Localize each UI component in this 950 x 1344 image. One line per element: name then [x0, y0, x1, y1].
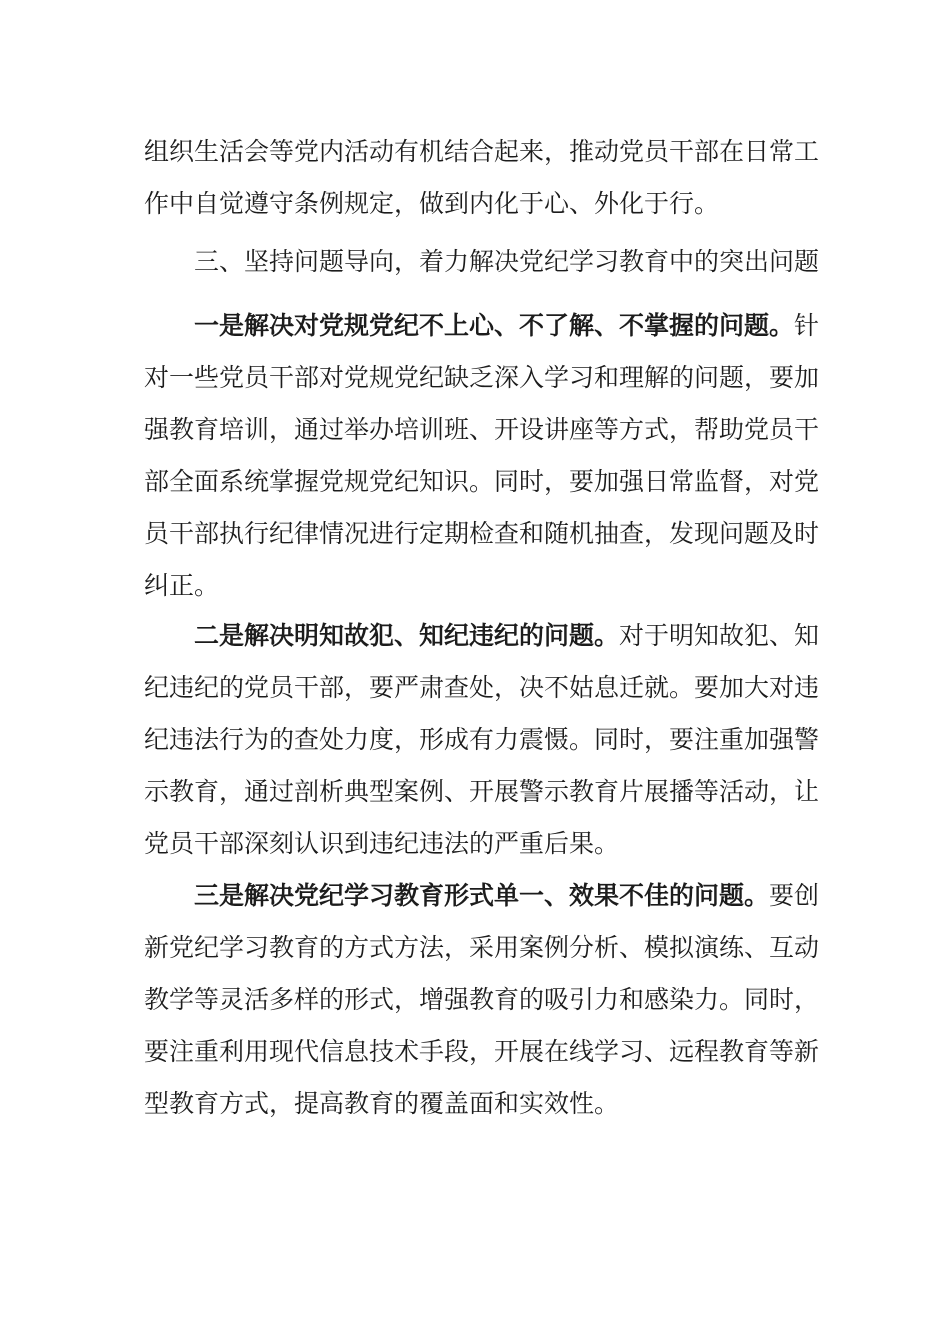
text-line: 纪违纪的党员干部，要严肃查处，决不姑息迁就。要加大对违 — [144, 673, 820, 702]
text-line: 纪违法行为的查处力度，形成有力震慑。同时，要注重加强警 — [144, 725, 820, 754]
paragraph-lead-rest: 要创 — [769, 881, 820, 910]
paragraph-one — [144, 300, 820, 612]
text-line: 示教育，通过剖析典型案例、开展警示教育片展播等活动，让 — [144, 777, 820, 806]
paragraph-lead-rest: 对于明知故犯、知 — [619, 621, 820, 650]
paragraph-lead-line — [144, 300, 820, 352]
text-line: 新党纪学习教育的方式方法，采用案例分析、模拟演练、互动 — [144, 933, 820, 962]
paragraph-lead-bold: 二是解决明知故犯、知纪违纪的问题。 — [194, 621, 620, 650]
paragraph-continuation — [144, 126, 820, 230]
text-line: 型教育方式，提高教育的覆盖面和实效性。 — [144, 1089, 620, 1118]
text-line: 对一些党员干部对党规党纪缺乏深入学习和理解的问题，要加 — [144, 363, 820, 392]
paragraph-lead-line — [144, 610, 820, 662]
section-heading — [144, 236, 820, 288]
text-line: 强教育培训，通过举办培训班、开设讲座等方式，帮助党员干 — [144, 415, 820, 444]
text-line: 党员干部深刻认识到违纪违法的严重后果。 — [144, 829, 620, 858]
text-line: 组织生活会等党内活动有机结合起来，推动党员干部在日常工 — [144, 137, 820, 166]
paragraph-lead-line — [144, 870, 820, 922]
paragraph-lead-bold: 三是解决党纪学习教育形式单一、效果不佳的问题。 — [194, 881, 770, 910]
paragraph-two — [144, 610, 820, 870]
text-line: 教学等灵活多样的形式，增强教育的吸引力和感染力。同时， — [144, 985, 820, 1014]
text-line: 纠正。 — [144, 571, 220, 600]
paragraph-three — [144, 870, 820, 1130]
text-line: 部全面系统掌握党规党纪知识。同时，要加强日常监督，对党 — [144, 467, 820, 496]
paragraph-lead-rest: 针 — [794, 311, 820, 340]
text-line: 要注重利用现代信息技术手段，开展在线学习、远程教育等新 — [144, 1037, 820, 1066]
text-line: 员干部执行纪律情况进行定期检查和随机抽查，发现问题及时 — [144, 519, 820, 548]
section-heading-text: 三、坚持问题导向，着力解决党纪学习教育中的突出问题 — [194, 247, 820, 276]
text-line: 作中自觉遵守条例规定，做到内化于心、外化于行。 — [144, 189, 720, 218]
paragraph-lead-bold: 一是解决对党规党纪不上心、不了解、不掌握的问题。 — [194, 311, 795, 340]
